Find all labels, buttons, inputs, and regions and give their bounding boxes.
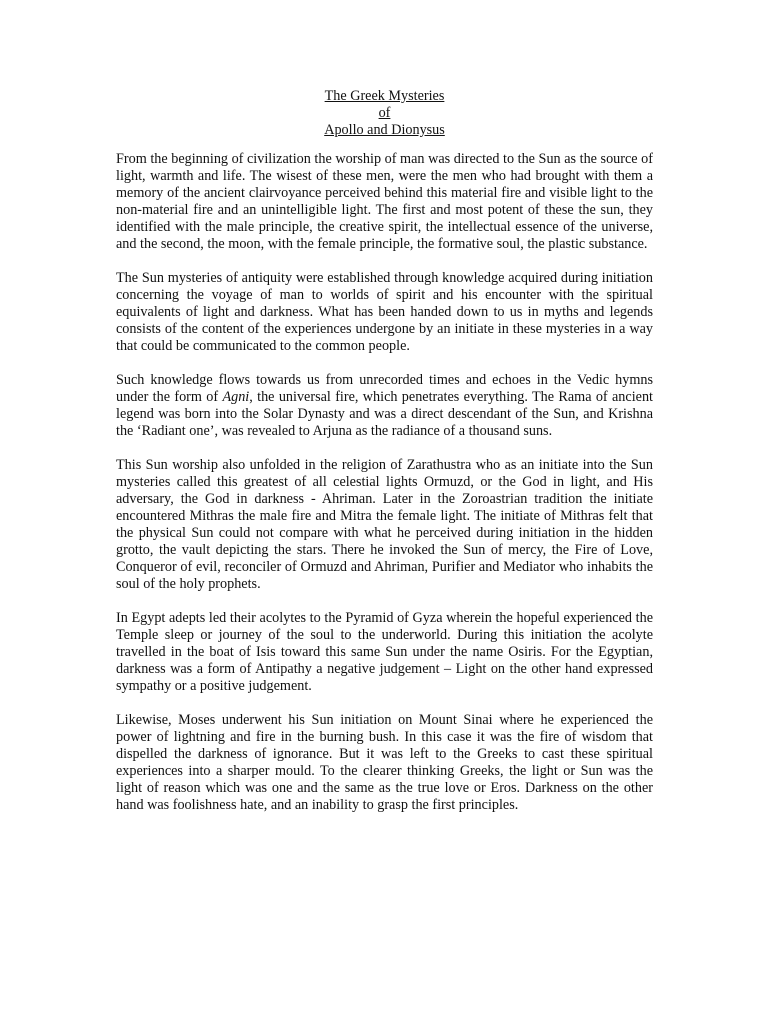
- paragraph-1: From the beginning of civilization the worship of man was directed to the Sun as the source of light, warmth and life. The wisest of these men, were the men who had brought with them a memory of the ancient clairvoyance perceived behind this material fire and visible light to the non-material fire and an unintelligible light. The first and most potent of these the sun, they identified with the male principle, the creative spirit, the intellectual essence of the universe, and the second, the moon, with the female principle, the formative soul, the plastic substance.: [116, 151, 653, 252]
- paragraph-5: In Egypt adepts led their acolytes to the Pyramid of Gyza wherein the hopeful experienced the Temple sleep or journey of the soul to the underworld. During this initiation the acolyte travelled in the boat of Isis toward this same Sun under the name Osiris. For the Egyptian, darkness was a form of Antipathy a negative judgement – Light on the other hand expressed sympathy or a positive judgement.: [116, 610, 653, 694]
- title-line-3: Apollo and Dionysus: [324, 122, 445, 138]
- paragraph-6: Likewise, Moses underwent his Sun initiation on Mount Sinai where he experienced the power of lightning and fire in the burning bush. In this case it was the fire of wisdom that dispelled the darkness of ignorance. But it was left to the Greeks to cast these spiritual experiences into a sharper mould. To the clearer thinking Greeks, the light or Sun was the light of reason which was one and the same as the true love or Eros. Darkness on the other hand was foolishness hate, and an inability to grasp the first principles.: [116, 712, 653, 813]
- paragraph-3-before: Such knowledge flows towards us from unrecorded times and echoes in the Vedic hymns under the form of: [116, 372, 653, 405]
- document-page: [116, 88, 653, 831]
- paragraph-3-after: , the universal fire, which penetrates everything. The Rama of ancient legend was born into the Solar Dynasty and was a direct descendant of the Sun, and Krishna the ‘Radiant one’, was revealed to Arjuna as the radiance of a thousand suns.: [116, 389, 653, 439]
- document-title: [116, 88, 653, 139]
- paragraph-2: The Sun mysteries of antiquity were established through knowledge acquired during initiation concerning the voyage of man to worlds of spirit and his encounter with the spiritual equivalents of light and darkness. What has been handed down to us in myths and legends consists of the content of the experiences undergone by an initiate in these mysteries in a way that could be communicated to the common people.: [116, 270, 653, 354]
- title-line-2: of: [378, 105, 391, 121]
- paragraph-3-italic: Agni: [222, 389, 250, 405]
- title-line-1: The Greek Mysteries: [324, 88, 445, 104]
- paragraph-4: This Sun worship also unfolded in the religion of Zarathustra who as an initiate into the Sun mysteries called this greatest of all celestial lights Ormuzd, or the God in light, and His adversary, the God in darkness - Ahriman. Later in the Zoroastrian tradition the initiate encountered Mithras the male fire and Mitra the female light. The initiate of Mithras felt that the physical Sun could not compare with what he perceived during initiation in the hidden grotto, the vault depicting the stars. There he invoked the Sun of mercy, the Fire of Love, Conqueror of evil, reconciler of Ormuzd and Ahriman, Purifier and Mediator who inhabits the soul of the holy prophets.: [116, 457, 653, 592]
- paragraph-3: [116, 372, 653, 440]
